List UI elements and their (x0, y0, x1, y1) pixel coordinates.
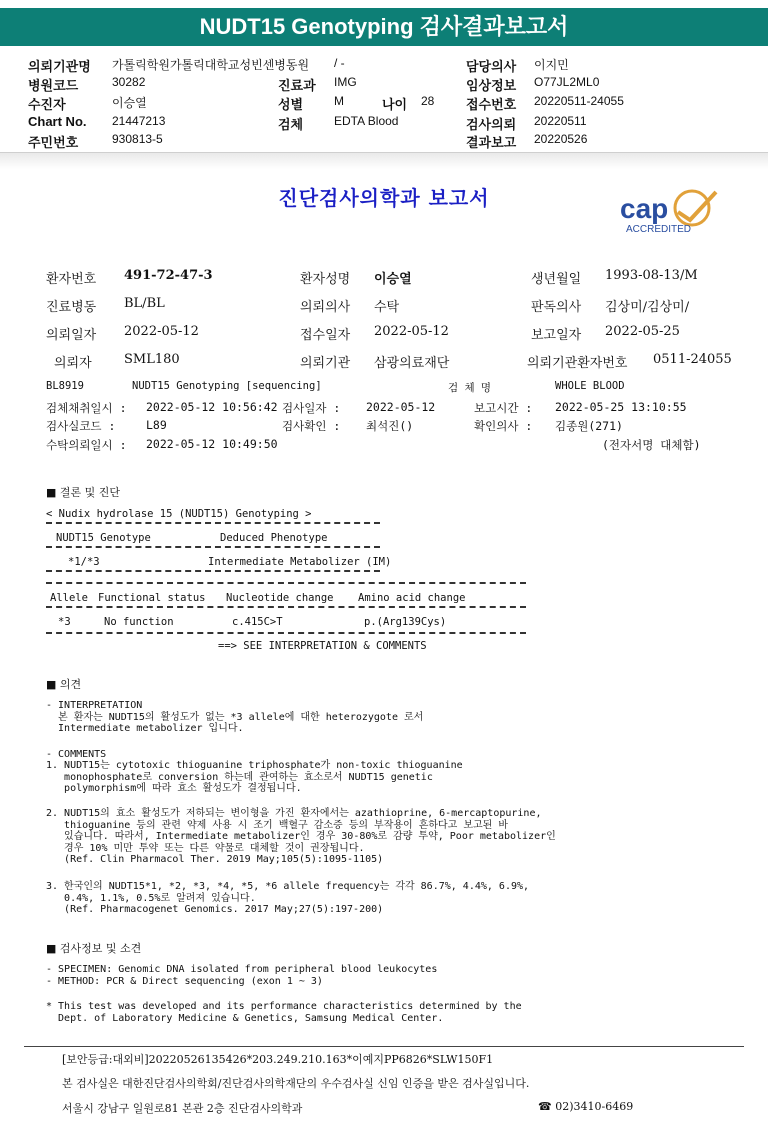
value-specimen: EDTA Blood (334, 114, 399, 128)
label-report-time: 보고시간 : (474, 401, 533, 415)
label-patient-no: 환자번호 (46, 272, 97, 287)
label-request-date: 검사의뢰 (466, 117, 517, 132)
value-nucleotide-change: c.415C>T (232, 616, 283, 628)
result-section (0, 484, 768, 654)
value-department: IMG (334, 75, 357, 89)
divider (46, 606, 526, 608)
method-section-title: ■ 검사정보 및 소견 (46, 942, 142, 955)
interpretation-text: - INTERPRETATION 본 환자는 NUDT15의 활성도가 없는 *3 allele에 대한 heterozygote 로서 Intermediate metabolizer 입니다. (46, 700, 424, 734)
report-title: 진단검사의학과 보고서 (278, 186, 490, 210)
label-test-date: 검사일자 : (282, 401, 341, 415)
divider (46, 522, 380, 524)
order-header (0, 52, 768, 152)
label-receipt-day: 접수일자 (300, 328, 351, 343)
value-birthdate: 1993-08-13/M (605, 268, 698, 283)
label-specimen-name: 검 체 명 (448, 382, 492, 394)
value-test-confirm: 최석진() (366, 419, 414, 433)
comments-heading: - COMMENTS (46, 749, 107, 760)
test-name: NUDT15 Genotyping [sequencing] (132, 380, 322, 392)
label-sex: 성별 (278, 97, 304, 112)
label-patient-name: 환자성명 (300, 272, 351, 287)
value-consign-time: 2022-05-12 10:49:50 (146, 437, 278, 451)
lab-phone: ☎ 02)3410-6469 (538, 1100, 634, 1113)
value-accession: 20220511-24055 (534, 94, 624, 108)
label-institution-patient-no: 의뢰기관환자번호 (527, 356, 628, 371)
label-lab-code: 검사실코드 : (46, 419, 116, 433)
divider (46, 632, 526, 634)
label-requesting-org: 의뢰기관명 (28, 59, 91, 74)
certification-statement: 본 검사실은 대한진단검사의학회/진단검사의학재단의 우수검사실 신임 인증을 받은 검사실입니다. (62, 1077, 530, 1090)
label-doctor: 담당의사 (466, 59, 517, 74)
see-interpretation-note: ==> SEE INTERPRETATION & COMMENTS (218, 640, 427, 652)
value-receipt-day: 2022-05-12 (374, 324, 449, 339)
value-allele: *3 (58, 616, 71, 628)
opinion-section-title: ■ 의견 (46, 678, 82, 691)
result-subtitle: < Nudix hydrolase 15 (NUDT15) Genotyping > (46, 508, 312, 520)
label-test-confirm: 검사확인 : (282, 419, 341, 433)
cap-logo-subtext: ACCREDITED (626, 224, 692, 235)
divider (46, 570, 380, 572)
label-clinical-info: 임상정보 (466, 78, 517, 93)
value-hospital-code: 30282 (112, 75, 146, 89)
value-institution-patient-no: 0511-24055 (653, 352, 732, 367)
specimen-method-text: - SPECIMEN: Genomic DNA isolated from peripheral blood leukocytes - METHOD: PCR & Direct sequencing (exon 1 ~ 3) (46, 964, 438, 987)
label-collection-time: 검체채취일시 : (46, 401, 127, 415)
label-resident-no: 주민번호 (28, 135, 79, 150)
label-request-day: 의뢰일자 (46, 328, 97, 343)
label-ward: 진료병동 (46, 300, 97, 315)
value-collection-time: 2022-05-12 10:56:42 (146, 400, 278, 414)
value-specimen-name: WHOLE BLOOD (555, 380, 625, 392)
header-functional-status: Functional status (98, 592, 206, 604)
value-requester: SML180 (124, 352, 180, 367)
label-referring-doctor: 의뢰의사 (300, 300, 351, 315)
electronic-signature-note: (전자서명 대체함) (602, 438, 701, 452)
value-chart-no: 21447213 (112, 114, 166, 128)
value-ward-code: BL/BL (124, 296, 165, 311)
header-nucleotide-change: Nucleotide change (226, 592, 334, 604)
value-resident-no: 930813-5 (112, 132, 163, 146)
patient-info (0, 268, 768, 371)
cap-logo-icon (612, 186, 732, 242)
label-department: 진료과 (278, 78, 316, 93)
header-genotype: NUDT15 Genotype (56, 532, 151, 544)
label-result-report: 결과보고 (466, 135, 517, 150)
value-request-day: 2022-05-12 (124, 324, 199, 339)
footer-divider (24, 1046, 744, 1047)
comment-1: 1. NUDT15는 cytotoxic thioguanine triphosphate가 non-toxic thioguanine monophosphate로 conversion 하는데 관여하는 효소로서 NUDT15 genetic polymorphism에 따라 효소 활성도가 결정됩니다. (46, 760, 463, 794)
value-result-report: 20220526 (534, 132, 588, 146)
header-phenotype: Deduced Phenotype (220, 532, 328, 544)
value-test-date: 2022-05-12 (366, 400, 436, 414)
label-accession: 접수번호 (466, 97, 517, 112)
value-phenotype: Intermediate Metabolizer (IM) (208, 556, 392, 568)
comment-3: 3. 한국인의 NUDT15*1, *2, *3, *4, *5, *6 allele frequency는 각각 86.7%, 4.4%, 6.9%, 0.4%, 1.1%, 0.5%로 알려져 있습니다. (Ref. Pharmacogenet Genomics. 2017 May;27(5):197-200) (46, 881, 530, 915)
label-requester: 의뢰자 (54, 356, 92, 371)
label-age: 나이 (382, 97, 408, 112)
value-referring-doctor: 수탁 (374, 300, 400, 315)
label-specimen: 검체 (278, 117, 304, 132)
header-allele: Allele (50, 592, 88, 604)
cap-logo-text: cap (620, 193, 669, 224)
value-reading-doctor: 김상미/김상미/ (605, 300, 690, 315)
label-reading-doctor: 판독의사 (531, 300, 582, 315)
label-patient: 수진자 (28, 97, 66, 112)
value-patient-name: 이승열 (374, 272, 412, 287)
comment-2: 2. NUDT15의 효소 활성도가 저하되는 변이형을 가진 환자에서는 azathioprine, 6-mercaptopurine, thioguanine 등의 관련 약제 사용 시 조기 백혈구 감소증 등의 부작용이 흔하다고 보고된 바 있습니다. 따라서, Intermediate metabolizer인 경우 30-80%로 감량 투약, Poor metabolizer인 경우 10% 미만 투약 또는 다른 약물로 대체할 것이 권장됩니다. (Ref. Clin Pharmacol Ther. 2019 May;105(5):1095-1105) (46, 808, 556, 865)
cap-accredited-logo (612, 186, 732, 242)
result-section-title: ■ 결론 및 진단 (46, 486, 121, 499)
label-requesting-institution: 의뢰기관 (300, 356, 351, 371)
test-info (0, 380, 768, 452)
value-genotype: *1/*3 (68, 556, 100, 568)
header-amino-acid-change: Amino acid change (358, 592, 466, 604)
report-banner-title: NUDT15 Genotyping 검사결과보고서 (0, 8, 768, 46)
value-report-time: 2022-05-25 13:10:55 (555, 400, 687, 414)
value-requesting-institution: 삼광의료재단 (374, 356, 450, 371)
value-sex: M (334, 94, 344, 108)
value-doctor: 이지민 (534, 58, 569, 72)
value-confirm-doctor: 김종원(271) (555, 419, 623, 433)
value-age: 28 (421, 94, 435, 108)
header-divider (0, 152, 768, 169)
label-confirm-doctor: 확인의사 : (474, 419, 533, 433)
value-request-date: 20220511 (534, 114, 587, 128)
value-requesting-org: 가톨릭학원가톨릭대학교성빈센병동원 (112, 58, 310, 72)
value-functional-status: No function (104, 616, 174, 628)
value-patient: 이승열 (112, 96, 147, 110)
test-code: BL8919 (46, 380, 84, 392)
value-clinical-info: O77JL2ML0 (534, 75, 600, 89)
label-birthdate: 생년월일 (531, 272, 582, 287)
security-line: [보안등급:대외비]20220526135426*203.249.210.163*이예지PP6826*SLW150F1 (62, 1053, 494, 1066)
label-report-day: 보고일자 (531, 328, 582, 343)
value-report-day: 2022-05-25 (605, 324, 680, 339)
lab-address: 서울시 강남구 일원로81 본관 2층 진단검사의학과 (62, 1102, 303, 1115)
divider (46, 582, 526, 584)
value-lab-code: L89 (146, 418, 167, 432)
label-chart-no: Chart No. (28, 114, 87, 129)
value-ward: / - (334, 56, 345, 70)
value-amino-acid-change: p.(Arg139Cys) (364, 616, 447, 628)
label-hospital-code: 병원코드 (28, 78, 79, 93)
label-consign-time: 수탁의뢰일시 : (46, 438, 127, 452)
value-patient-no: 491-72-47-3 (124, 268, 213, 283)
development-note: * This test was developed and its performance characteristics determined by the Dept. of Laboratory Medicine & Genetics, Samsung Medical Center. (46, 1001, 522, 1024)
divider (46, 546, 380, 548)
